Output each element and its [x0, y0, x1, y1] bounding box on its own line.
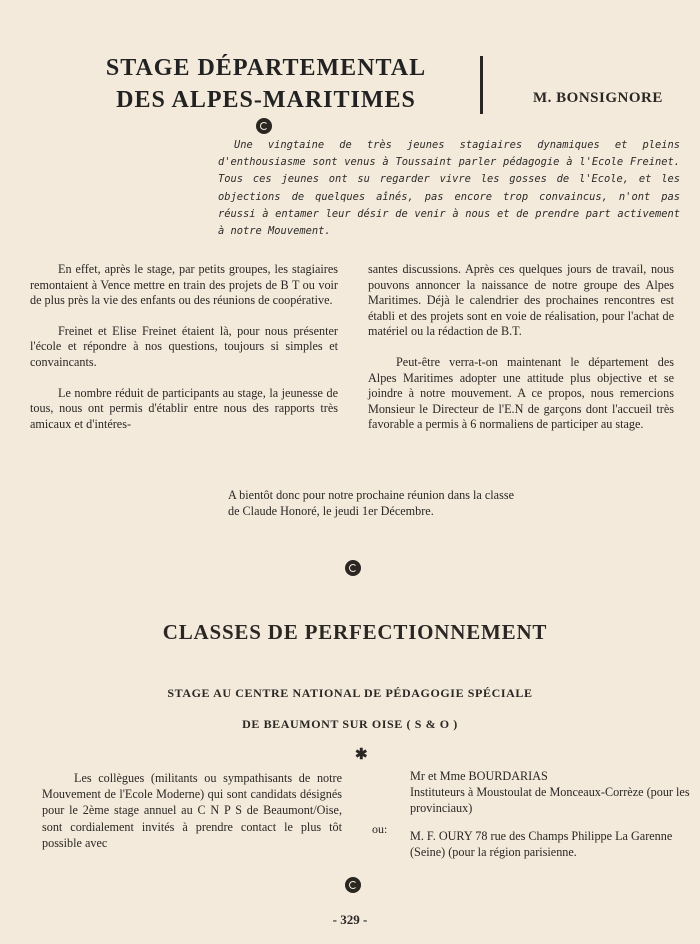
paragraph: Les collègues (militants ou sympathisants de notre Mouvement de l'Ecole Moderne) qui sont candidats désignés pour le 2ème stage annuel au C N P S de Beaumont/Oise, sont cordialement invités à prendre contact le plus tôt possible avec	[42, 771, 342, 850]
closing-note	[228, 488, 528, 520]
section-subtitle-line-2: DE BEAUMONT SUR OISE ( S & O )	[242, 717, 458, 731]
star-ornament-icon: ✱	[355, 747, 368, 763]
article-title	[96, 52, 436, 116]
invitation-text	[42, 770, 342, 851]
swirl-ornament-icon	[345, 877, 361, 893]
intro-paragraph	[218, 137, 680, 240]
left-column	[30, 262, 338, 447]
paragraph: En effet, après le stage, par petits groupes, les stagiaires remontaient à Vence mettre en train des projets de B T ou voir de plus près la vie des enfants ou des réunions de coopérative.	[30, 262, 338, 308]
or-label: ou:	[372, 822, 388, 836]
section-title: CLASSES DE PERFECTIONNEMENT	[162, 620, 548, 644]
swirl-ornament-icon	[345, 560, 361, 576]
paragraph: Le nombre réduit de participants au stage, la jeunesse de tous, nous ont permis d'établir entre nous des rapports très amicaux et d'intéres-	[30, 385, 338, 431]
section-subtitle-line-1: STAGE AU CENTRE NATIONAL DE PÉDAGOGIE SPÉCIALE	[167, 686, 533, 700]
swirl-ornament-icon	[256, 118, 272, 134]
paragraph: Peut-être verra-t-on maintenant le département des Alpes Maritimes adopter une attitude plus objective et se joindre à notre mouvement. A ce propos, nous remercions Monsieur le Directeur de l'E.N de garçons dont l'accueil très favorable a permis à 6 normaliens de participer au stage.	[368, 354, 674, 432]
closing-text: A bientôt donc pour notre prochaine réunion dans la classe de Claude Honoré, le jeudi 1er Décembre.	[228, 488, 514, 518]
author-name: M. BONSIGNORE	[533, 90, 663, 106]
paragraph: santes discussions. Après ces quelques jours de travail, nous pouvons annoncer la naissance de notre groupe des Alpes Maritimes. Déjà le calendrier des prochaines rencontres est établi et des projets sont en voie de réalisation, pour l'achat de matériel ou la rédaction de B.T.	[368, 262, 674, 339]
title-line-1: STAGE DÉPARTEMENTAL	[105, 55, 427, 81]
title-line-2: DES ALPES-MARITIMES	[116, 87, 416, 113]
contact-bourdarias: Mr et Mme BOURDARIAS Instituteurs à Moustoulat de Monceaux-Corrèze (pour les provinciaux)	[410, 769, 690, 816]
paragraph: Freinet et Elise Freinet étaient là, pour nous présenter l'école et répondre à nos questions, toujours si simples et convaincants.	[30, 323, 338, 369]
title-divider	[480, 56, 483, 114]
right-column	[368, 262, 674, 448]
contacts	[410, 768, 690, 871]
page-number: - 329 -	[332, 912, 368, 927]
intro-text: Une vingtaine de très jeunes stagiaires dynamiques et pleins d'enthousiasme sont venus à Toussaint parler pédagogie à l'Ecole Freinet. Tous ces jeunes ont su regarder vivre les gosses de l'Ecole, et les objections de quelques aînés, pas encore trop convaincus, n'ont pas réussi à entamer leur désir de venir à nous et de prendre part activement à notre Mouvement.	[218, 139, 680, 238]
contact-oury: M. F. OURY 78 rue des Champs Philippe La Garenne (Seine) (pour la région parisienne.	[410, 828, 673, 859]
